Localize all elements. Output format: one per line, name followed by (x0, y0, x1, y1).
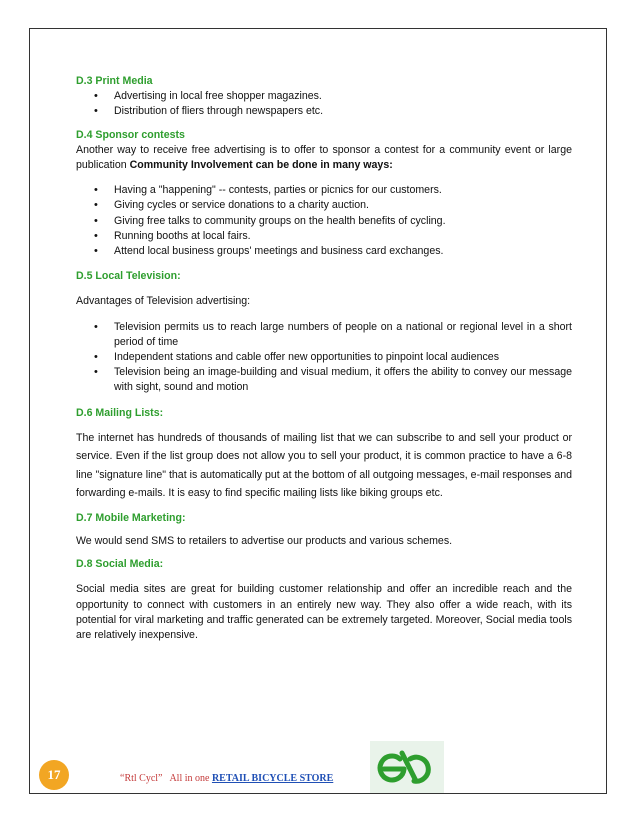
paragraph-d6: The internet has hundreds of thousands of mailing list that we can subscribe to and sell your product or service. Even if the list group does not allow you to sell your product, it is common practice to have a 6-8 line "signature line" that is automatically put at the bottom of all outgoing messages, e-mail responses and forwarding e-mails. It is easy to find specific mailing lists like biking groups etc. (76, 431, 572, 500)
paragraph-d7: We would send SMS to retailers to advertise our products and various schemes. (76, 535, 453, 548)
list-item: • Having a "happening" -- contests, parties or picnics for our customers. (114, 183, 572, 198)
section-heading-d8: D.8 Social Media: (76, 558, 164, 571)
section-heading-d4: D.4 Sponsor contests (76, 128, 185, 141)
section-heading-d6: D.6 Mailing Lists: (76, 406, 164, 419)
section-heading-d7: D.7 Mobile Marketing: (76, 511, 186, 524)
footer-store-link[interactable]: RETAIL BICYCLE STORE (211, 773, 334, 784)
footer-text (120, 773, 333, 784)
bullet-list-d3 (76, 89, 572, 119)
bicycle-logo-graphic (370, 741, 444, 793)
section-heading-d5: D.5 Local Television: (76, 270, 181, 283)
footer-brand: “Rtl Cycl” (120, 773, 163, 784)
paragraph-d8: Social media sites are great for building customer relationship and offer an incredible reach and the opportunity to connect with customers in an entirely new way. They also offer a wide reach, with its potential for viral marketing and traffic generated can be extremely targeted. Moreover, Social media tools are relatively inexpensive. (76, 583, 572, 642)
list-item: • Television being an image-building and visual medium, it offers the ability to convey our message with sight, sound and motion (114, 365, 572, 395)
paragraph-text: Another way to receive free advertising is to offer to sponsor a contest for a community event or large publication (76, 143, 572, 172)
list-item: • Independent stations and cable offer new opportunities to pinpoint local audiences (114, 350, 572, 365)
list-item: • Attend local business groups' meetings and business card exchanges. (114, 244, 572, 259)
paragraph-d4 (76, 143, 572, 173)
paragraph-bold-text: Community Involvement can be done in many ways: (129, 159, 393, 172)
list-item: • Running booths at local fairs. (114, 229, 572, 244)
bullet-list-d4 (76, 183, 572, 259)
section-heading-d3: D.3 Print Media (76, 75, 153, 87)
list-item: • Television permits us to reach large numbers of people on a national or regional level in a short period of time (114, 320, 572, 350)
page-content (76, 74, 572, 643)
footer-tagline: All in one (169, 773, 210, 784)
list-item: • Distribution of fliers through newspapers etc. (114, 104, 572, 119)
list-item: • Giving free talks to community groups on the health benefits of cycling. (114, 214, 572, 229)
list-item: • Advertising in local free shopper magazines. (114, 89, 572, 104)
page-number-badge: 17 (39, 760, 69, 790)
list-item: • Giving cycles or service donations to a charity auction. (114, 198, 572, 213)
paragraph-d5-intro: Advantages of Television advertising: (76, 295, 251, 308)
bicycle-logo-icon (370, 741, 444, 793)
bullet-list-d5 (76, 320, 572, 396)
